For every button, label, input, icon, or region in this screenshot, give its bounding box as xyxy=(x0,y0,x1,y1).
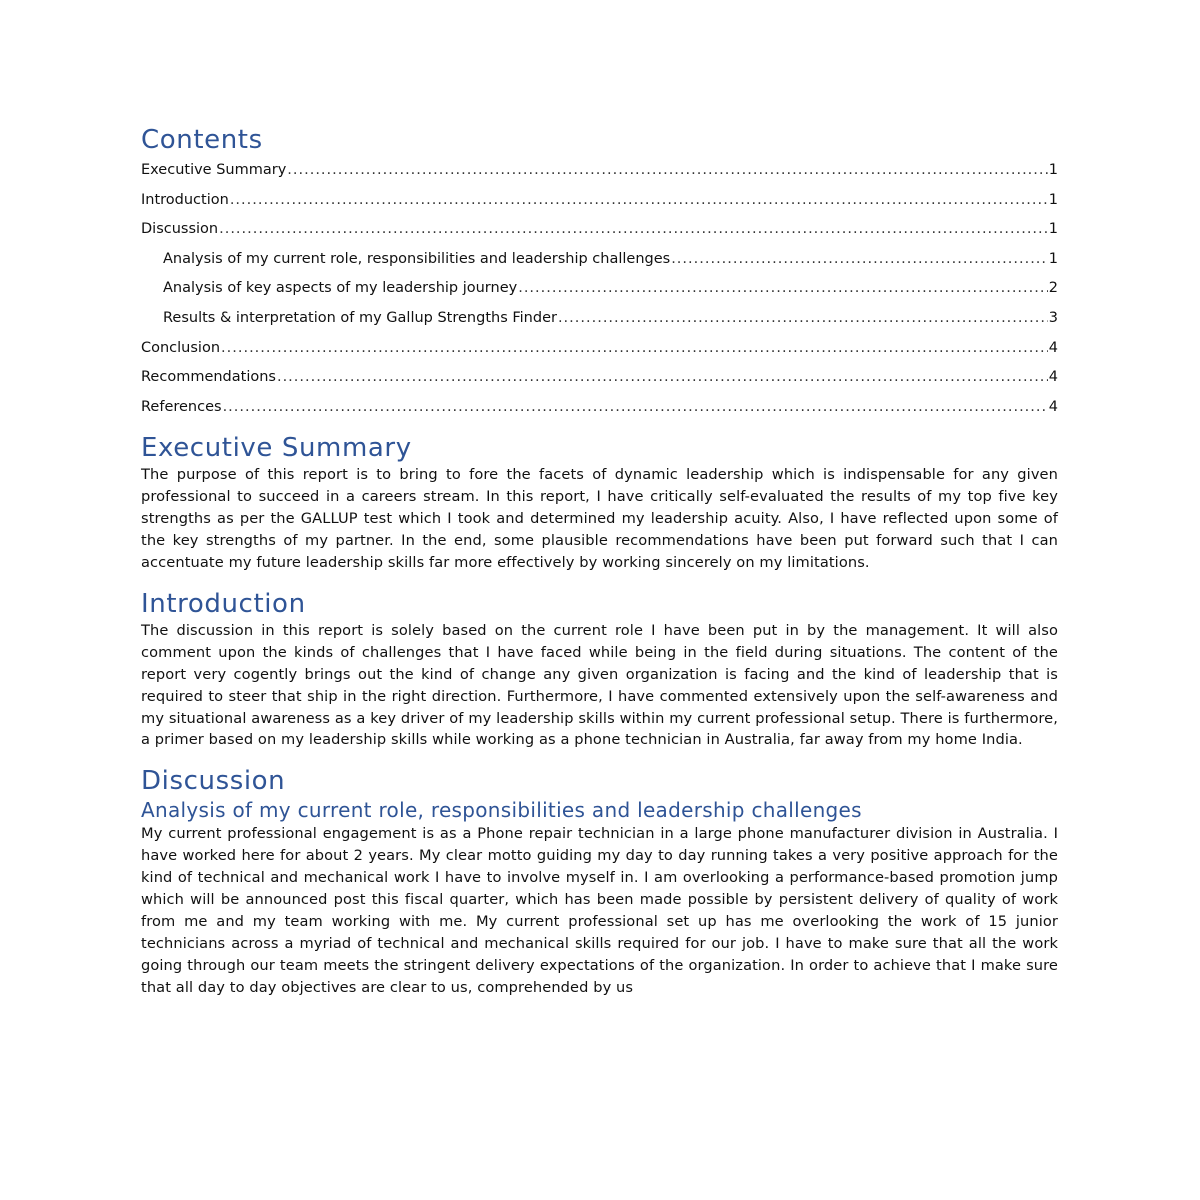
toc-entry[interactable] xyxy=(141,393,1058,423)
toc-entry-page: 3 xyxy=(1048,309,1058,326)
executive-summary-text: The purpose of this report is to bring to fore the facets of dynamic leadership which is indispensable for any given professional to succeed in a careers stream. In this report, I have critically self-evaluated the results of my top five key strengths as per the GALLUP test which I took and determined my leadership acuity. Also, I have reflected upon some of the key strengths of my partner. In the end, some plausible recommendations have been put forward such that I can accentuate my future leadership skills far more effectively by working sincerely on my limitations. xyxy=(141,466,1058,571)
introduction-section xyxy=(141,588,1058,751)
toc-entry-page: 4 xyxy=(1048,398,1058,415)
spacer xyxy=(141,574,1058,588)
toc-entry-page: 1 xyxy=(1048,162,1058,178)
toc-entry[interactable] xyxy=(141,215,1058,245)
spacer xyxy=(141,751,1058,765)
toc-dot-leader xyxy=(518,274,1048,304)
table-of-contents xyxy=(141,156,1058,422)
toc-entry[interactable] xyxy=(141,274,1058,304)
discussion-section xyxy=(141,765,1058,998)
discussion-text: My current professional engagement is as a Phone repair technician in a large phone manufacturer division in Australia. I have worked here for about 2 years. My clear motto guiding my day to day running takes a very positive approach for the kind of technical and mechanical work I have to involve myself in. I am overlooking a performance-based promotion jump which will be announced post this fiscal quarter, which has been made possible by persistent delivery of quality of work from me and my team working with me. My current professional set up has me overlooking the work of 15 junior technicians across a myriad of technical and mechanical skills required for our job. I have to make sure that all the work going through our team meets the stringent delivery expectations of the organization. In order to achieve that I make sure that all day to day objectives are clear to us, comprehended by us xyxy=(141,825,1058,996)
toc-dot-leader xyxy=(671,245,1048,275)
toc-entry-label: References xyxy=(141,398,222,415)
toc-entry[interactable] xyxy=(141,245,1058,275)
toc-entry-label: Analysis of my current role, responsibilities and leadership challenges xyxy=(163,250,671,267)
discussion-subheading: Analysis of my current role, responsibilities and leadership challenges xyxy=(141,798,862,823)
document-page xyxy=(141,124,1058,999)
toc-entry-label: Conclusion xyxy=(141,339,221,356)
toc-entry-label: Recommendations xyxy=(141,369,276,386)
toc-entry-page: 1 xyxy=(1048,221,1058,238)
toc-entry-label: Discussion xyxy=(141,221,219,238)
toc-entry-page: 1 xyxy=(1048,250,1058,267)
toc-dot-leader xyxy=(219,215,1048,245)
toc-entry[interactable] xyxy=(141,304,1058,334)
toc-dot-leader xyxy=(223,393,1048,423)
toc-dot-leader xyxy=(277,363,1048,393)
toc-entry[interactable] xyxy=(141,156,1058,186)
toc-entry-page: 4 xyxy=(1048,369,1058,386)
toc-entry-page: 4 xyxy=(1048,339,1058,356)
toc-entry[interactable] xyxy=(141,186,1058,216)
executive-summary-section xyxy=(141,432,1058,574)
introduction-text: The discussion in this report is solely based on the current role I have been put in by the management. It will also comment upon the kinds of challenges that I have faced while being in the field during situations. The content of the report very cogently brings out the kind of change any given organization is facing and the kind of leadership that is required to steer that ship in the right direction. Furthermore, I have commented extensively upon the self-awareness and my situational awareness as a key driver of my leadership skills within my current professional setup. There is furthermore, a primer based on my leadership skills while working as a phone technician in Australia, far away from my home India. xyxy=(141,621,1058,749)
toc-entry-label: Analysis of key aspects of my leadership journey xyxy=(163,280,518,297)
toc-dot-leader xyxy=(230,186,1048,216)
toc-entry[interactable] xyxy=(141,363,1058,393)
toc-entry-page: 2 xyxy=(1048,280,1058,297)
toc-entry-label: Executive Summary xyxy=(141,162,287,178)
toc-dot-leader xyxy=(287,156,1047,186)
executive-summary-heading: Executive Summary xyxy=(141,433,412,464)
introduction-heading: Introduction xyxy=(141,588,306,619)
toc-entry-label: Results & interpretation of my Gallup Strengths Finder xyxy=(163,309,557,326)
toc-dot-leader xyxy=(558,304,1048,334)
toc-entry-label: Introduction xyxy=(141,191,229,208)
toc-entry-page: 1 xyxy=(1048,191,1058,208)
toc-entry[interactable] xyxy=(141,334,1058,364)
toc-dot-leader xyxy=(221,334,1048,364)
toc-title: Contents xyxy=(141,125,263,155)
discussion-heading: Discussion xyxy=(141,766,286,797)
